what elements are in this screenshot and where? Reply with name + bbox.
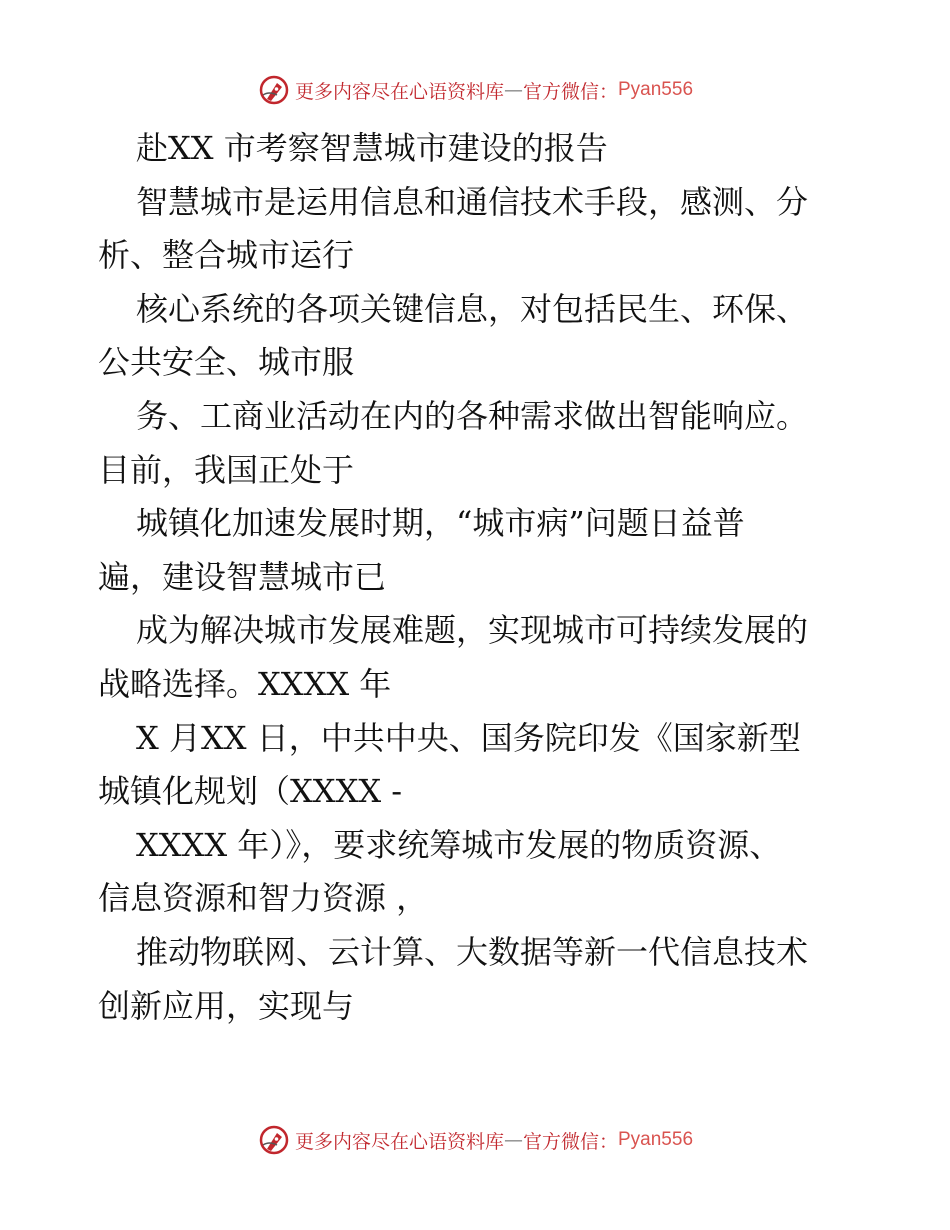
paragraph-line: 战略选择。XXXX 年 — [98, 664, 392, 703]
watermark-separator: — — [503, 1129, 523, 1151]
footer-watermark — [0, 1120, 950, 1160]
paragraph-line: 城镇化规划（XXXX - — [98, 772, 403, 811]
paragraph-line: 遍，建设智慧城市已 — [98, 557, 387, 596]
paragraph-line: 核心系统的各项关键信息，对包括民生、环保、 — [136, 289, 809, 328]
paragraph-line: 务、工商业活动在内的各种需求做出智能响应。 — [136, 396, 809, 435]
paragraph-line: 目前，我国正处于 — [98, 450, 355, 489]
watermark-wechat-label: 官方微信： — [522, 80, 618, 103]
paragraph-line: 析、整合城市运行 — [98, 236, 355, 275]
watermark-wechat-label: 官方微信： — [522, 1130, 618, 1153]
watermark-wechat-handle: Pyan556 — [618, 1129, 694, 1150]
paragraph-line: XXXX 年）》，要求统筹城市发展的物质资源、 — [136, 825, 782, 864]
watermark-wechat-handle: Pyan556 — [618, 79, 694, 100]
document-body — [98, 122, 858, 1033]
header-watermark — [0, 70, 950, 110]
document-title: 赴XX 市考察智慧城市建设的报告 — [136, 129, 608, 167]
watermark-brand-text: 更多内容尽在心语资料库 — [294, 80, 504, 103]
paragraph-line: 创新应用，实现与 — [98, 986, 355, 1025]
paragraph-line: 公共安全、城市服 — [98, 343, 355, 382]
watermark-separator: — — [503, 79, 523, 101]
paragraph-line: X 月XX 日，中共中央、国务院印发《国家新型 — [136, 718, 801, 757]
pen-nib-logo-icon — [257, 73, 291, 107]
paragraph-line: 信息资源和智力资源 ， — [98, 879, 429, 918]
paragraph-line: 成为解决城市发展难题，实现城市可持续发展的 — [136, 611, 809, 650]
paragraph-line: 智慧城市是运用信息和通信技术手段，感测、分 — [136, 182, 809, 221]
watermark-brand-text: 更多内容尽在心语资料库 — [294, 1130, 504, 1153]
paragraph-line: 城镇化加速发展时期，“城市病”问题日益普 — [136, 504, 745, 543]
pen-nib-logo-icon — [257, 1123, 291, 1157]
paragraph-line: 推动物联网、云计算、大数据等新一代信息技术 — [136, 932, 809, 971]
